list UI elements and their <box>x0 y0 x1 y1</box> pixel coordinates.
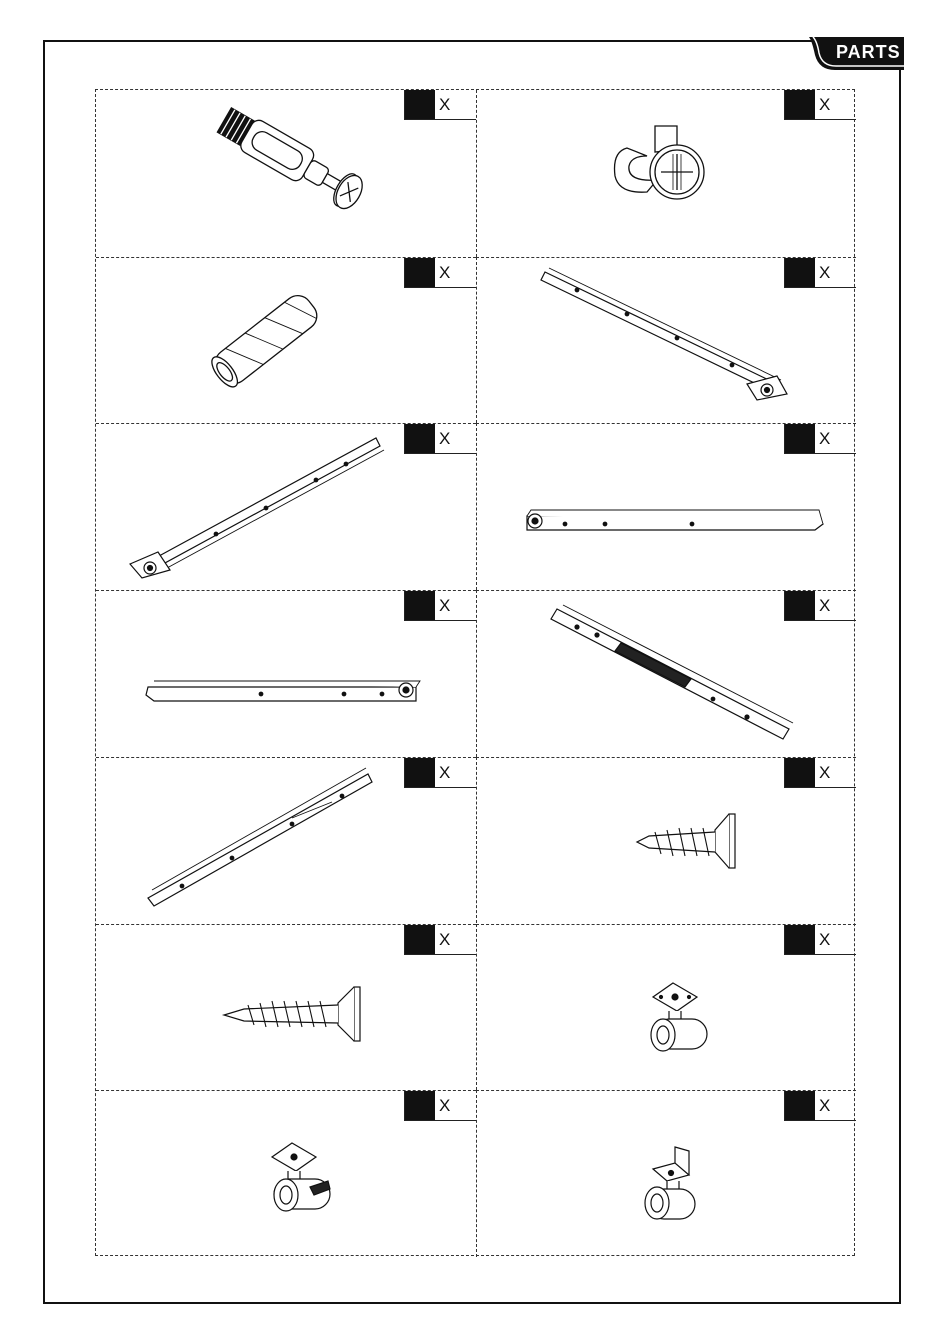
quantity-label: X <box>819 596 831 616</box>
part-cell <box>96 757 476 924</box>
part-cell <box>476 924 856 1091</box>
quantity-label: X <box>819 262 831 282</box>
part-cell <box>96 257 476 424</box>
short-screw-icon <box>477 758 857 924</box>
quantity-label: X <box>439 596 451 616</box>
drawer-slide-rail-icon <box>477 258 857 424</box>
quantity-label: X <box>819 429 831 449</box>
part-cell <box>476 590 856 757</box>
part-cell <box>476 257 856 424</box>
quantity-label: X <box>819 1096 831 1116</box>
parts-grid <box>95 89 855 1256</box>
section-title: PARTS <box>836 42 901 62</box>
part-cell <box>96 90 476 257</box>
caster-wheel-icon <box>477 925 857 1091</box>
part-cell <box>96 1090 476 1257</box>
part-cell <box>476 423 856 590</box>
short-slide-rail-icon <box>477 424 857 590</box>
part-cell <box>476 1090 856 1257</box>
quantity-label: X <box>819 929 831 949</box>
cam-bolt-icon <box>96 90 476 256</box>
part-cell <box>96 423 476 590</box>
quantity-label: X <box>439 762 451 782</box>
channel-rail-icon <box>96 758 476 924</box>
caster-wheel-with-brake-icon <box>96 1091 476 1257</box>
part-cell <box>476 757 856 924</box>
quantity-label: X <box>439 1096 451 1116</box>
wood-dowel-icon <box>96 258 476 424</box>
caster-wheel-with-bracket-icon <box>477 1091 857 1257</box>
drawer-slide-rail-icon <box>96 424 476 590</box>
ball-bearing-slide-icon <box>477 591 857 757</box>
part-cell <box>96 590 476 757</box>
quantity-label: X <box>439 929 451 949</box>
cam-lock-icon <box>477 90 857 256</box>
long-screw-icon <box>96 925 476 1091</box>
quantity-label: X <box>439 429 451 449</box>
part-cell <box>96 924 476 1091</box>
quantity-label: X <box>819 95 831 114</box>
short-slide-rail-icon <box>96 591 476 757</box>
quantity-label: X <box>439 262 451 282</box>
quantity-label: X <box>819 762 831 782</box>
part-cell <box>476 90 856 257</box>
quantity-label: X <box>439 95 451 114</box>
